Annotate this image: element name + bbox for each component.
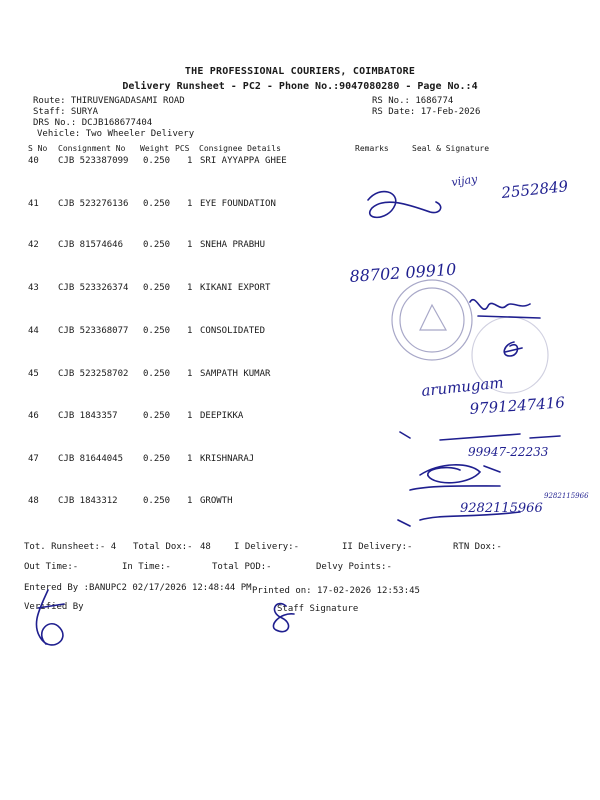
col-header-sno: S No <box>28 144 48 153</box>
table-row: 41 CJB 523276136 0.250 1 EYE FOUNDATION <box>28 199 276 209</box>
note-row40-b: 2552849 <box>500 177 569 202</box>
company-title: THE PROFESSIONAL COURIERS, COIMBATORE <box>184 66 416 77</box>
table-row: 46 CJB 1843357 0.250 1 DEEPIKKA <box>28 411 244 421</box>
note-row47: 99947-22233 <box>468 445 549 459</box>
out-time: Out Time:- <box>24 562 79 572</box>
signature-row44 <box>504 342 522 356</box>
runsheet-subtitle: Delivery Runsheet - PC2 - Phone No.:9047080280 - Page No.:4 <box>122 81 478 92</box>
staff-signature-label: Staff Signature <box>277 604 359 614</box>
note-row46: 9791247416 <box>469 393 566 418</box>
signature-verified <box>36 590 64 645</box>
table-row: 43 CJB 523326374 0.250 1 KIKANI EXPORT <box>28 283 271 293</box>
printed-on: Printed on: 17-02-2026 12:53:45 <box>252 586 420 596</box>
total-runsheet: Tot. Runsheet:- 4 <box>24 542 117 552</box>
total-pod: Total POD:- <box>212 562 272 572</box>
verified-by: Verified By <box>24 602 84 612</box>
note-row40-a: vijay <box>450 172 479 189</box>
drs-number: DRS No.: DCJB168677404 <box>33 118 153 128</box>
rtn-dox: RTN Dox:- <box>453 542 502 552</box>
i-delivery: I Delivery:- <box>234 542 300 552</box>
col-header-remarks: Remarks <box>355 144 389 153</box>
signature-row46 <box>400 432 560 440</box>
signature-row43 <box>470 300 540 318</box>
rs-date: RS Date: 17-Feb-2026 <box>372 107 481 117</box>
rs-number: RS No.: 1686774 <box>372 96 454 106</box>
table-row: 45 CJB 523258702 0.250 1 SAMPATH KUMAR <box>28 369 271 379</box>
signature-row48 <box>398 512 520 526</box>
table-row: 40 CJB 523387099 0.250 1 SRI AYYAPPA GHEE <box>28 156 287 166</box>
ii-delivery: II Delivery:- <box>342 542 413 552</box>
col-header-consignee: Consignee Details <box>199 144 281 153</box>
note-row45: arumugam <box>420 373 505 400</box>
note-row42: 88702 09910 <box>348 259 457 286</box>
in-time: In Time:- <box>122 562 171 572</box>
vehicle-text: Vehicle: Two Wheeler Delivery <box>37 129 195 139</box>
col-header-seal: Seal & Signature <box>412 144 490 153</box>
delvy-points: Delvy Points:- <box>316 562 392 572</box>
table-row: 44 CJB 523368077 0.250 1 CONSOLIDATED <box>28 326 266 336</box>
table-row: 42 CJB 81574646 0.250 1 SNEHA PRABHU <box>28 240 266 250</box>
route-text: Route: THIRUVENGADASAMI ROAD <box>33 96 185 106</box>
entered-by: Entered By :BANUPC2 02/17/2026 12:48:44 PM <box>24 583 252 593</box>
table-row: 48 CJB 1843312 0.250 1 GROWTH <box>28 496 233 506</box>
total-dox-label: Total Dox:- <box>133 542 193 552</box>
note-row48-a: 9282115966 <box>544 492 589 500</box>
col-header-consignment: Consignment No <box>58 144 126 153</box>
table-row: 47 CJB 81644045 0.250 1 KRISHNARAJ <box>28 454 255 464</box>
note-row48-b: 9282115966 <box>460 501 543 516</box>
col-header-pcs: PCS <box>175 144 190 153</box>
signature-row47 <box>410 465 500 490</box>
total-dox-value: 48 <box>200 542 211 552</box>
col-header-weight: Weight <box>140 144 169 153</box>
staff-text: Staff: SURYA <box>33 107 99 117</box>
